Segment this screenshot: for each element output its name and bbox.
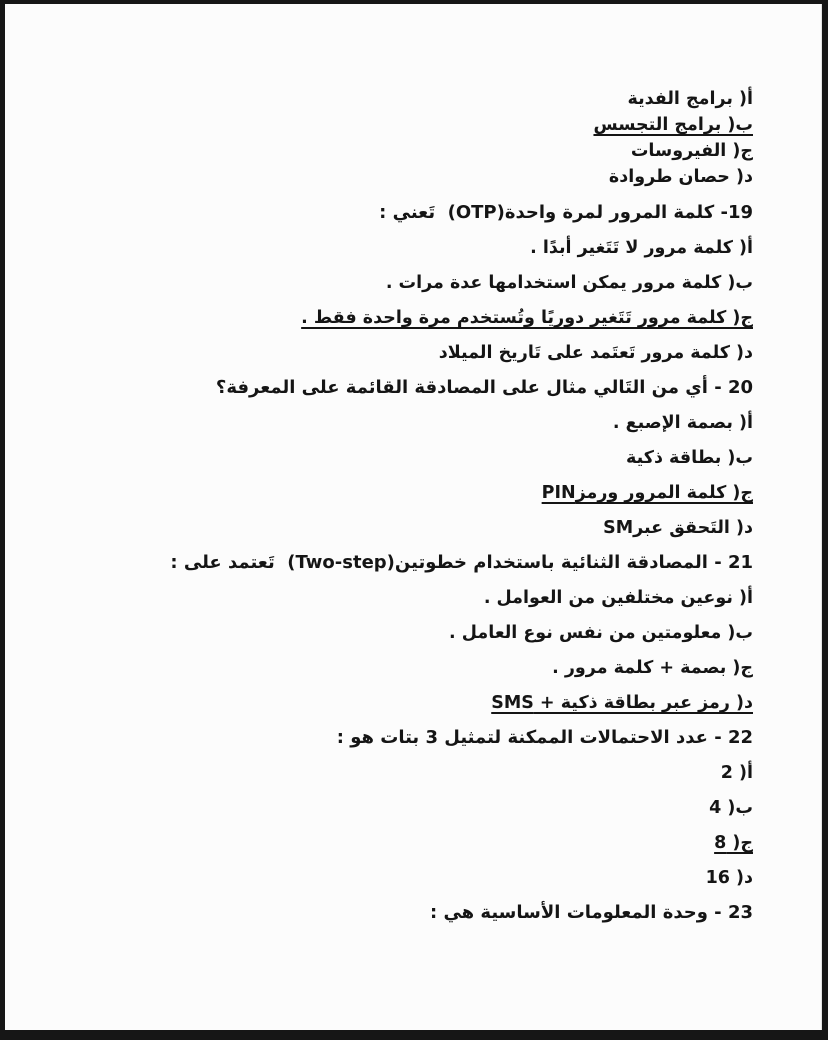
q20-option-b: ب( بطاقة ذكية — [626, 448, 753, 468]
q22-option-c: ج( 8 — [714, 833, 753, 853]
q22-option-d: د( 16 — [705, 868, 753, 888]
q20-option-d: د( التَحقق عبرSM — [603, 518, 753, 538]
q18-option-c: ج( الفيروسات — [630, 141, 753, 161]
q19-question: 19- كلمة المرور لمرة واحدة(OTP) تَعني : — [379, 202, 753, 223]
q19-option-c: ج( كلمة مرور تَتَغير دوريًا وتُستخدم مرة واحدة فقط . — [301, 308, 753, 328]
q19-option-d: د( كلمة مرور تَعتَمد على تَاريخ الميلاد — [438, 343, 753, 363]
q22-option-b: ب( 4 — [709, 798, 753, 818]
q19-option-b: ب( كلمة مرور يمكن استخدامها عدة مرات . — [385, 273, 753, 293]
q20-option-a: أ( بصمة الإصبع . — [612, 413, 753, 433]
q22-option-a: أ( 2 — [720, 763, 753, 783]
q18-option-b: ب( برامج التجسس — [593, 115, 753, 135]
q20-question: 20 - أي من التَالي مثال على المصادقة القائمة على المعرفة؟ — [215, 377, 753, 398]
q18-option-a: أ( برامج الفدية — [627, 89, 753, 109]
q20-option-c: ج( كلمة المرور ورمزPIN — [541, 483, 753, 503]
q21-question: 21 - المصادقة الثنائية باستخدام خطوتين(Two-step) تَعتمد على : — [170, 552, 753, 573]
q21-option-c: ج( بصمة + كلمة مرور . — [552, 658, 753, 678]
q18-option-d: د( حصان طروادة — [608, 167, 753, 187]
q21-option-a: أ( نوعين مختلفين من العوامل . — [483, 588, 753, 608]
q21-option-d: د( رمز عبر بطاقة ذكية + SMS — [491, 693, 753, 713]
q19-option-a: أ( كلمة مرور لا تَتَغير أبدًا . — [530, 238, 753, 258]
q22-question: 22 - عدد الاحتمالات الممكنة لتمثيل 3 بتات هو : — [336, 727, 753, 748]
document-page — [5, 4, 822, 1030]
q21-option-b: ب( معلومتين من نفس نوع العامل . — [449, 623, 753, 643]
q23-question: 23 - وحدة المعلومات الأساسية هي : — [430, 902, 753, 923]
